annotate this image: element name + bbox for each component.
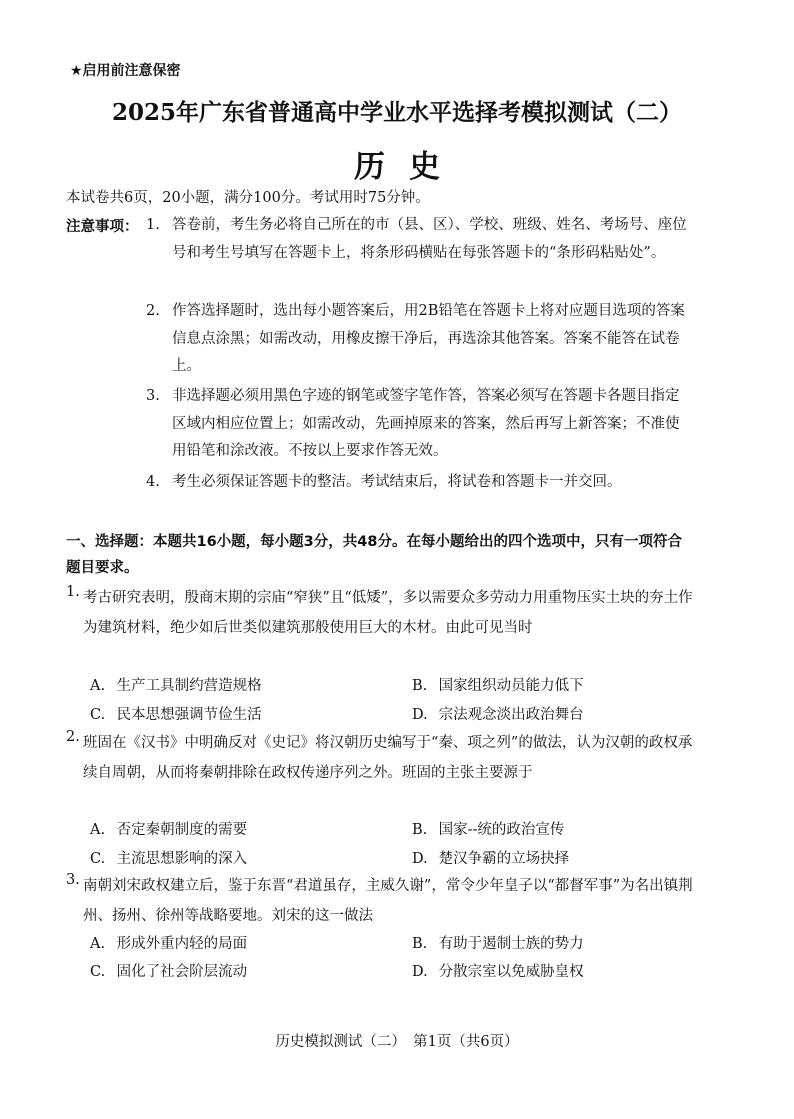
question-3 [66,872,696,932]
option-text: 宗法观念淡出政治舞台 [438,707,584,723]
option-text: 民本思想强调节俭生活 [116,707,262,723]
option-d [412,960,584,981]
option-text: 形成外重内轻的局面 [116,936,248,952]
option-label: A. [90,822,106,838]
option-label: B. [412,678,428,694]
option-text: 主流思想影响的深入 [116,851,248,867]
note-number: 2. [146,303,160,319]
notes-label: 注意事项： [66,219,139,235]
option-d [412,703,584,724]
question-2 [66,729,696,819]
note-number: 3. [146,388,160,404]
note-item [146,469,691,497]
option-label: A. [90,936,106,952]
exam-intro: 本试卷共6页，20小题，满分100分。考试用时75分钟。 [66,190,430,206]
option-text: 固化了社会阶层流动 [116,964,248,980]
option-label: D. [412,707,428,723]
page-footer: 历史模拟测试（二） 第1页（共6页） [275,1034,519,1050]
option-b [412,818,564,839]
question-number: 3. [66,872,80,888]
option-label: C. [90,964,106,980]
confidential-label: ★启用前注意保密 [70,63,181,79]
note-text: 作答选择题时，选出每小题答案后，用2B铅笔在答题卡上将对应题目选项的答案信息点涂黑；如需改动，用橡皮擦干净后，再选涂其他答案。答案不能答在试卷上。 [172,303,685,374]
option-text: 生产工具制约营造规格 [116,678,262,694]
option-label: C. [90,707,106,723]
option-label: C. [90,851,106,867]
note-number: 1. [146,217,160,233]
option-text: 国家组织动员能力低下 [438,678,584,694]
option-a [90,818,247,839]
option-label: D. [412,851,428,867]
note-number: 4. [146,474,160,490]
option-c [90,703,262,724]
question-stem: 班固在《汉书》中明确反对《史记》将汉朝历史编写于“秦、项之列”的做法，认为汉朝的政权承续自周朝，从而将秦朝排除在政权传递序列之外。班固的主张主要源于 [83,735,693,781]
note-text: 非选择题必须用黑色字迹的钢笔或签字笔作答，答案必须写在答题卡各题目指定区域内相应位置上；如需改动，先画掉原来的答案，然后再写上新答案；不准使用铅笔和涂改液。不按以上要求作答无效。 [172,388,680,459]
exam-title: 2025年广东省普通高中学业水平选择考模拟测试（二） [111,99,682,126]
option-text: 有助于遏制士族的势力 [438,936,584,952]
option-text: 楚汉争霸的立场抉择 [438,851,570,867]
question-1 [66,584,696,674]
option-a [90,932,247,953]
note-text: 答卷前，考生务必将自己所在的市（县、区）、学校、班级、姓名、考场号、座位号和考生号填写在答题卡上，将条形码横贴在每张答题卡的“条形码粘贴处”。 [172,217,687,261]
option-c [90,960,247,981]
option-c [90,847,247,868]
option-text: 分散宗室以免威胁皇权 [438,964,584,980]
note-item [146,383,691,467]
question-stem: 考古研究表明，殷商末期的宗庙“窄狭”且“低矮”，多以需要众多劳动力用重物压实土块的夯土作为建筑材料，绝少如后世类似建筑那般使用巨大的木材。由此可见当时 [83,590,693,636]
option-d [412,847,569,868]
section-heading: 一、选择题：本题共16小题，每小题3分，共48分。在每小题给出的四个选项中，只有一项符合题目要求。 [66,534,682,576]
option-b [412,674,584,695]
question-number: 2. [66,729,80,745]
option-text: 国家--统的政治宣传 [438,822,565,838]
note-text: 考生必须保证答题卡的整洁。考试结束后，将试卷和答题卡一并交回。 [172,474,622,490]
subject-title: 历史 [354,149,464,185]
option-label: D. [412,964,428,980]
note-item [146,212,691,296]
option-b [412,932,584,953]
question-stem: 南朝刘宋政权建立后，鉴于东晋“君道虽存，主威久谢”，常令少年皇子以“都督军事”为名出镇荆州、扬州、徐州等战略要地。刘宋的这一做法 [83,878,693,924]
question-number: 1. [66,584,80,600]
option-text: 否定秦朝制度的需要 [116,822,248,838]
note-item [146,298,691,382]
option-label: B. [412,936,428,952]
option-a [90,674,262,695]
option-label: A. [90,678,106,694]
option-label: B. [412,822,428,838]
